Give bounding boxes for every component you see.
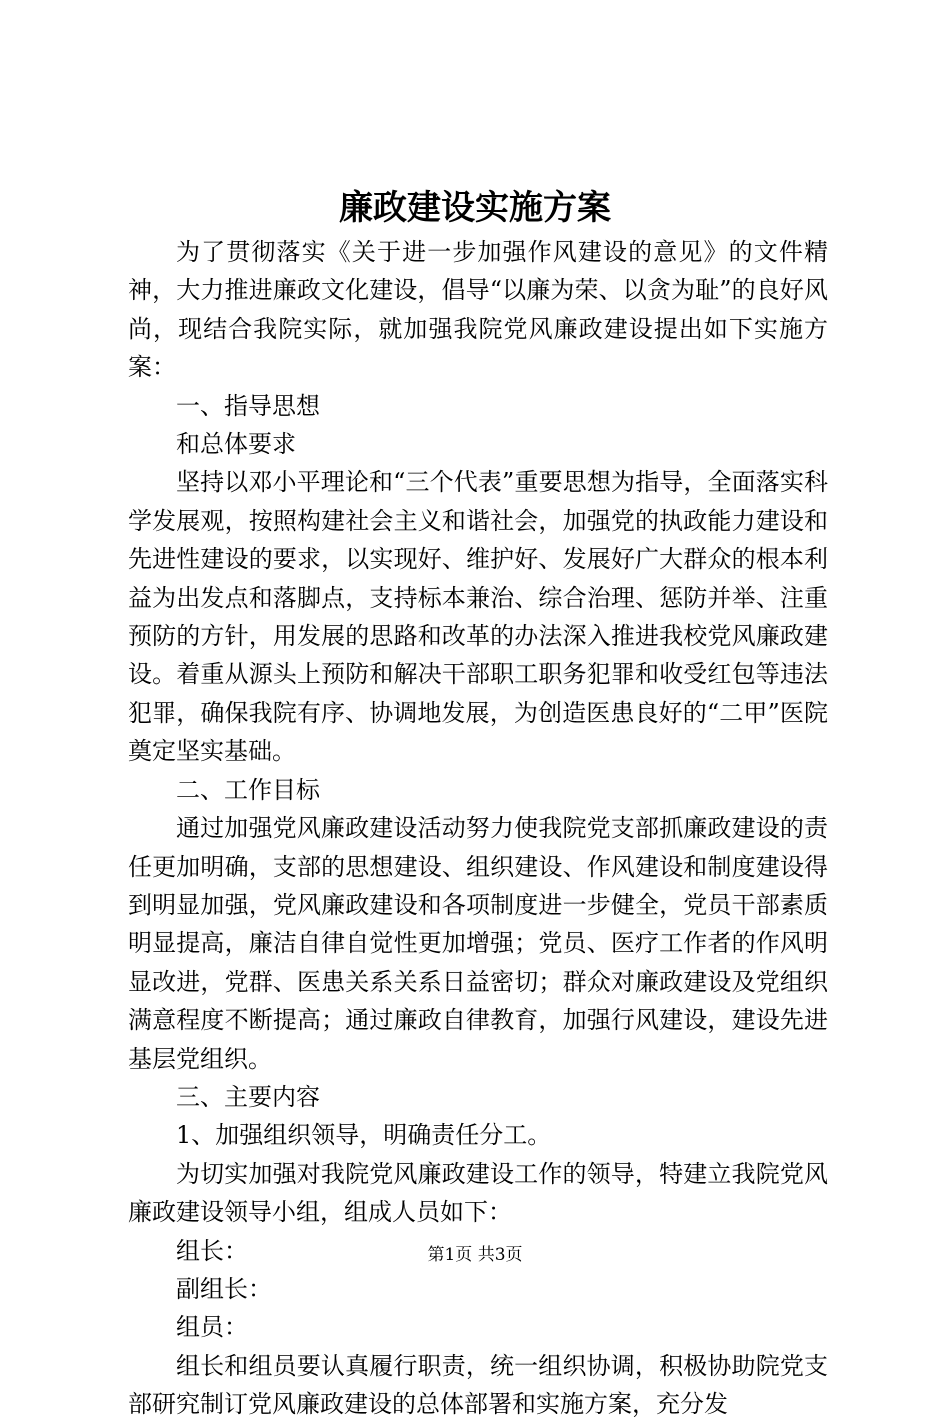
paragraph-responsibilities: 组长和组员要认真履行职责，统一组织协调，积极协助院党支部研究制订党风廉政建设的总体部署和实施方案，充分发 bbox=[128, 1351, 828, 1419]
heading-work-goals: 二、工作目标 bbox=[176, 775, 320, 804]
heading-main-content: 三、主要内容 bbox=[176, 1082, 320, 1111]
paragraph-intro: 为了贯彻落实《关于进一步加强作风建设的意见》的文件精神，大力推进廉政文化建设，倡导“以廉为荣、以贪为耻”的良好风尚，现结合我院实际，就加强我院党风廉政建设提出如下实施方案： bbox=[128, 238, 828, 382]
heading-general-requirements: 和总体要求 bbox=[176, 430, 296, 459]
paragraph-work-goals: 通过加强党风廉政建设活动努力使我院党支部抓廉政建设的责任更加明确，支部的思想建设、组织建设、作风建设和制度建设得到明显加强，党风廉政建设和各项制度进一步健全，党员干部素质明显提高，廉洁自律自觉性更加增强；党员、医疗工作者的作风明显改进，党群、医患关系关系日益密切；群众对廉政建设及党组织满意程度不断提高；通过廉政自律教育，加强行风建设，建设先进基层党组织。 bbox=[128, 814, 828, 1073]
paragraph-guiding-principles: 坚持以邓小平理论和“三个代表”重要思想为指导，全面落实科学发展观，按照构建社会主义和谐社会，加强党的执政能力建设和先进性建设的要求，以实现好、维护好、发展好广大群众的根本利益为出发点和落脚点，支持标本兼治、综合治理、惩防并举、注重预防的方针，用发展的思路和改革的办法深入推进我校党风廉政建设。着重从源头上预防和解决干部职工职务犯罪和收受红包等违法犯罪，确保我院有序、协调地发展，为创造医患良好的“二甲”医院奠定坚实基础。 bbox=[128, 468, 828, 766]
heading-guiding-thought: 一、指导思想 bbox=[176, 391, 320, 420]
item-organization-leadership: 1、加强组织领导，明确责任分工。 bbox=[176, 1121, 552, 1150]
field-deputy-leader: 副组长： bbox=[176, 1274, 272, 1303]
page-number-footer: 第1页 共3页 bbox=[427, 1245, 523, 1265]
field-group-members: 组员： bbox=[176, 1313, 248, 1342]
field-group-leader: 组长： bbox=[176, 1236, 248, 1265]
document-title: 廉政建设实施方案 bbox=[339, 188, 611, 228]
paragraph-leadership-group: 为切实加强对我院党风廉政建设工作的领导，特建立我院党风廉政建设领导小组，组成人员如下： bbox=[128, 1159, 828, 1227]
